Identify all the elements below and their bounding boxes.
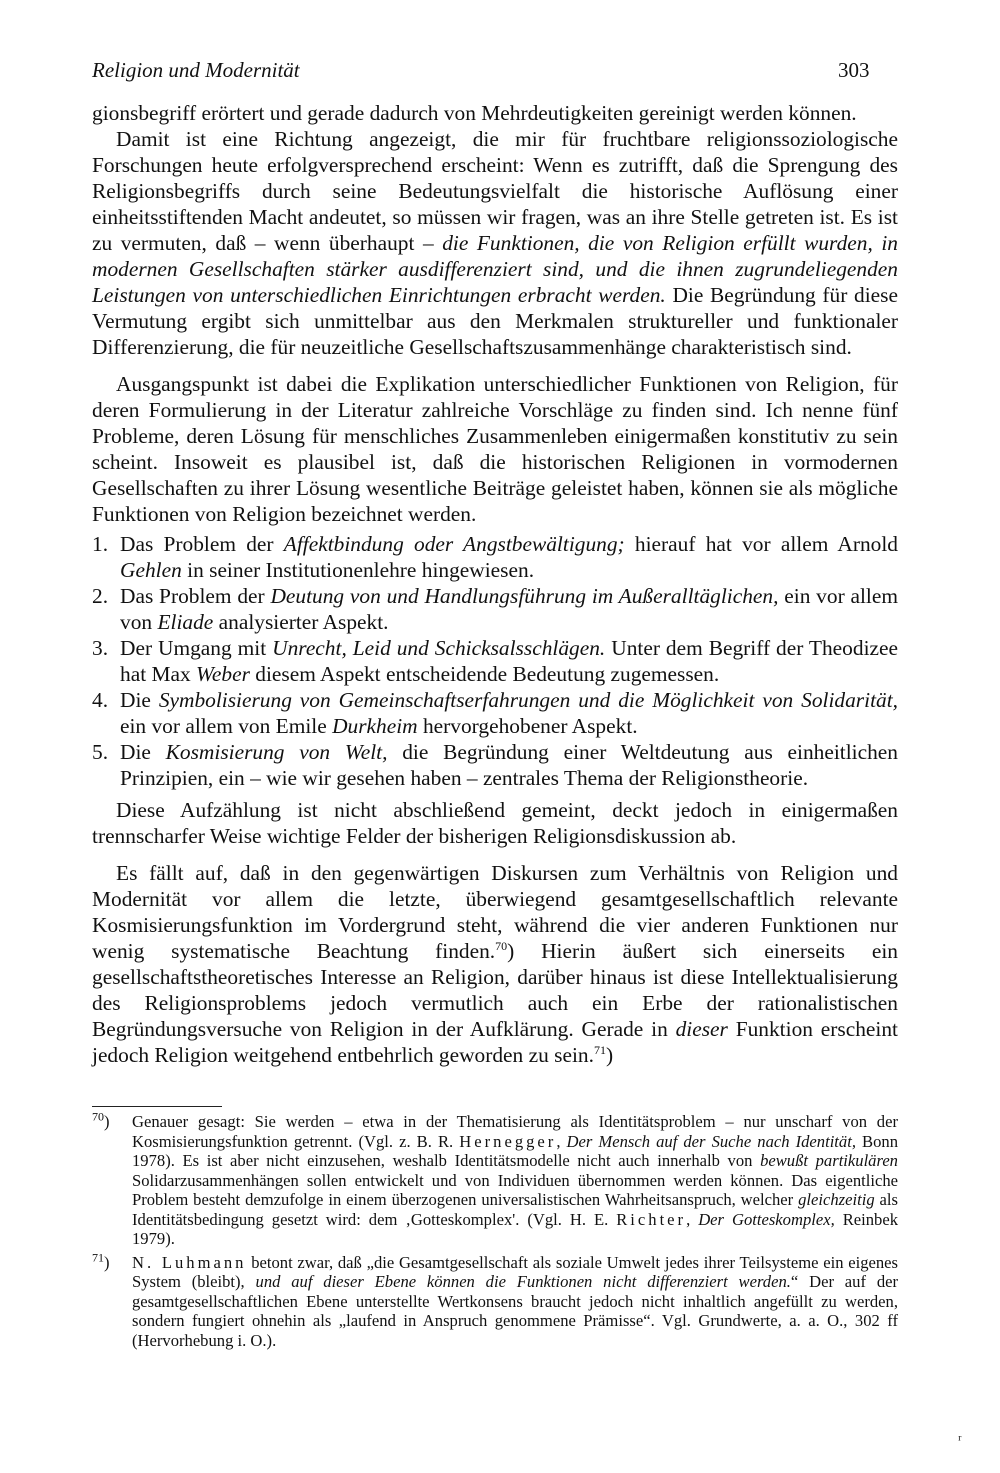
running-head: Religion und Modernität [92, 58, 300, 82]
paragraph-2: Damit ist eine Richtung angezeigt, die mir für fruchtbare religionssoziologische Forschungen heute erfolgversprechend erscheint: Wenn es zutrifft, daß die Sprengung des Religionsbegriffs durch seine Bedeutungsvielfalt die historische Auflösung einer einheitsstiftenden Macht andeutet, so müssen wir fragen, was an ihre Stelle getreten ist. Es ist zu vermuten, daß – wenn überhaupt – die Funktionen, die von Religion erfüllt wurden, in modernen Gesellschaften stärker ausdifferenziert sind, und die ihnen zugrundeliegenden Leistungen von unterschiedlichen Einrichtungen erbracht werden. Die Begründung für diese Vermutung ergibt sich unmittelbar aus den Merkmalen struktureller und funktionaler Differenzierung, die für neuzeitliche Gesellschaftszusammenhänge charakteristisch sind. [92, 127, 898, 359]
main-text [92, 100, 898, 1068]
list-item: 3. Der Umgang mit Unrecht, Leid und Schicksalsschlägen. Unter dem Begriff der Theodizee hat Max Weber diesem Aspekt entscheidende Bedeutung zugemessen. [92, 636, 898, 686]
footnotes [92, 1109, 899, 1354]
footnote-70: $^{70}$) Genauer gesagt: Sie werden – etwa in der Thematisierung als Identitätsproblem – nur unscharf von der Kosmisierungsfunktion getrennt. (Vgl. z. B. R. Hernegger, Der Mensch auf der Suche nach Identität, Bonn 1978). Es ist aber nicht einzusehen, weshalb Identitätsmodelle nicht auch innerhalb von bewußt partikulären Solidarzusammenhängen sollen entwickelt und von Individuen übernommen werden können. Das eigentliche Problem besteht demzufolge in einem überzogenen universalistischen Wahrheitsanspruch, welcher gleichzeitig als Identitätsbedingung gesetzt wird: dem ‚Gotteskomplex'. (Vgl. H. E. Richter, Der Gotteskomplex, Reinbek 1979). [92, 1109, 899, 1248]
emphasis-thesis: die Funktionen, die von Religion erfüllt wurden, in modernen Gesellschaften stärker ausdifferenziert sind, und die ihnen zugrundeliegenden Leistungen von unterschiedlichen Einrichtungen erbracht werden. [92, 231, 898, 307]
page-number: 303 [838, 58, 870, 82]
list-item: 5. Die Kosmisierung von Welt, die Begründung einer Weltdeutung aus einheitlichen Prinzipien, ein – wie wir gesehen haben – zentrales Thema der Religionstheorie. [92, 740, 898, 790]
list-item: 4. Die Symbolisierung von Gemeinschaftserfahrungen und die Möglichkeit von Solidarität, ein vor allem von Emile Durkheim hervorgehobener Aspekt. [92, 688, 899, 738]
footnote-divider [92, 1106, 222, 1107]
stray-mark: ʳ [958, 1432, 962, 1449]
function-list [92, 531, 898, 791]
footnote-ref-71[interactable]: 71 [593, 1042, 606, 1057]
paragraph-4: Diese Aufzählung ist nicht abschließend gemeint, deckt jedoch in einigermaßen trennscharfer Weise wichtige Felder der bisherigen Religionsdiskussion ab. [92, 798, 898, 848]
paragraph-1: gionsbegriff erörtert und gerade dadurch von Mehrdeutigkeiten gereinigt werden können. [92, 101, 857, 125]
list-item: 1. Das Problem der Affektbindung oder Angstbewältigung; hierauf hat vor allem Arnold Gehlen in seiner Institutionenlehre hingewiesen. [92, 532, 898, 582]
footnote-ref-70[interactable]: 70 [495, 938, 508, 953]
footnote-71: $^{71}$) N. Luhmann betont zwar, daß „die Gesamtgesellschaft als soziale Umwelt jedes ihrer Teilsysteme ein eigenes System (bleibt), und auf dieser Ebene können die Funktionen nicht differenziert werden.“ Der auf der gesamtgesellschaftlichen Ebene unterstellte Wertkonsens braucht jedoch nicht inhaltlich angefüllt zu werden, sondern fungiert ohnehin als „laufend in Anspruch genommene Prämisse“. Vgl. Grundwerte, a. a. O., 302 ff (Hervorhebung i. O.). [92, 1249, 899, 1350]
paragraph-5: Es fällt auf, daß in den gegenwärtigen Diskursen zum Verhältnis von Religion und Modernität vor allem die letzte, überwiegend gesamtgesellschaftlich relevante Kosmisierungsfunktion im Vordergrund steht, während die vier anderen Funktionen nur wenig systematische Beachtung finden.$^{70}$) Hierin äußert sich einerseits ein gesellschaftstheoretisches Interesse an Religion, darüber hinaus ist diese Intellektualisierung des Religionsproblems jedoch vermutlich auch ein Erbe der rationalistischen Begründungsversuche von Religion in der Aufklärung. Gerade in dieser Funktion erscheint jedoch Religion weitgehend entbehrlich geworden zu sein.$^{71}$) [92, 861, 898, 1067]
paragraph-3: Ausgangspunkt ist dabei die Explikation unterschiedlicher Funktionen von Religion, für deren Formulierung in der Literatur zahlreiche Vorschläge zu finden sind. Ich nenne fünf Probleme, deren Lösung für menschliches Zusammenleben einigermaßen konstitutiv zu sein scheint. Insoweit es plausibel ist, daß die historischen Religionen in vormodernen Gesellschaften zu ihrer Lösung wesentliche Beiträge geleistet haben, können sie als mögliche Funktionen von Religion bezeichnet werden. [92, 372, 898, 526]
list-item: 2. Das Problem der Deutung von und Handlungsführung im Außeralltäglichen, ein vor allem von Eliade analysierter Aspekt. [92, 584, 898, 634]
